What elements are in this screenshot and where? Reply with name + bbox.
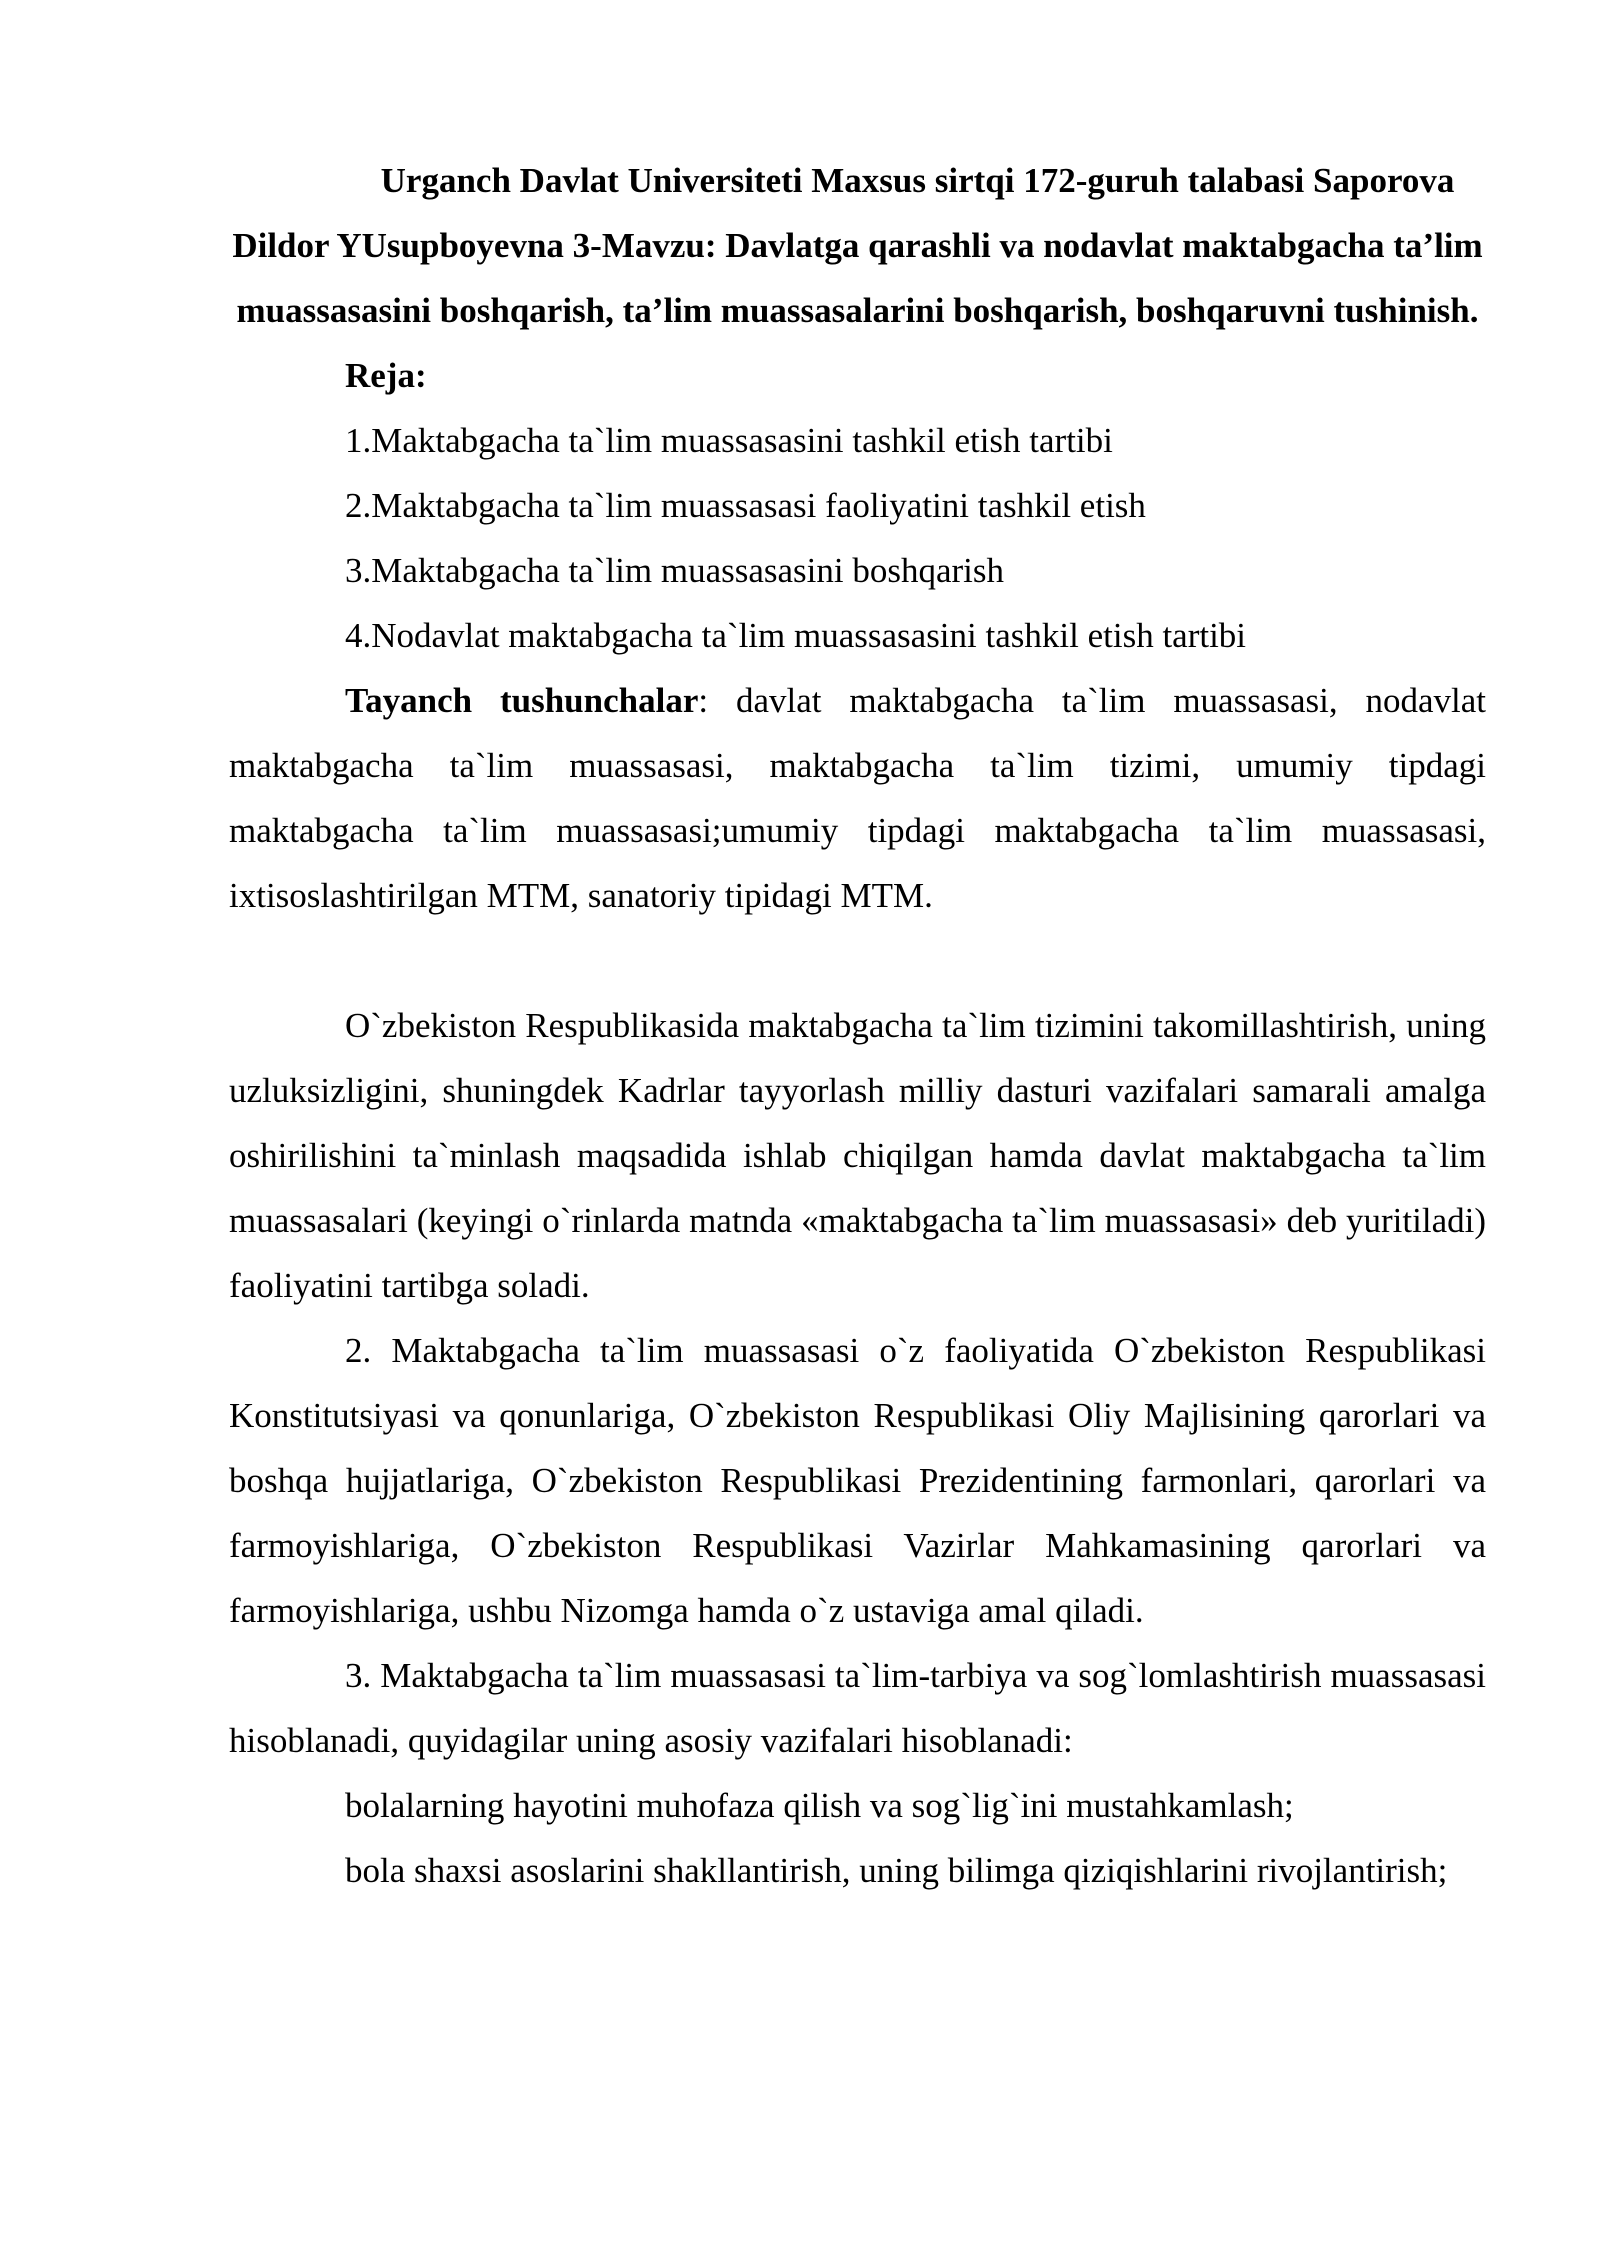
body-paragraph-4: bolalarning hayotini muhofaza qilish va sog`lig`ini mustahkamlash; [345, 1786, 1294, 1825]
blank-line [229, 928, 1486, 993]
document-title: Urganch Davlat Universiteti Maxsus sirtqi 172-guruh talabasi Saporova Dildor YUsupboyevna 3-Mavzu: Davlatga qarashli va nodavlat maktabgacha ta’lim muassasasini boshqarish, ta’lim muassasalarini boshqarish, boshqaruvni tushinish. [232, 161, 1483, 330]
key-concepts-label: Tayanch tushunchalar [345, 681, 699, 720]
body-paragraph-5: bola shaxsi asoslarini shakllantirish, uning bilimga qiziqishlarini rivojlantirish; [345, 1851, 1448, 1890]
body-paragraph-1: O`zbekiston Respublikasida maktabgacha ta`lim tizimini takomillashtirish, uning uzluksizligini, shuningdek Kadrlar tayyorlash milliy dasturi vazifalari samarali amalga oshirilishini ta`minlash maqsadida ishlab chiqilgan hamda davlat maktabgacha ta`lim muassasalari (keyingi o`rinlarda matnda «maktabgacha ta`lim muassasasi» deb yuritiladi) faoliyatini tartibga soladi. [229, 1006, 1486, 1305]
plan-heading: Reja: [345, 356, 427, 395]
key-concepts-text: : davlat maktabgacha ta`lim muassasasi, nodavlat maktabgacha ta`lim muassasasi, maktabgacha ta`lim tizimi, umumiy tipdagi maktabgacha ta`lim muassasasi;umumiy tipdagi maktabgacha ta`lim muassasasi, ixtisoslashtirilgan MTM, sanatoriy tipidagi MTM. [229, 681, 1486, 915]
plan-item-3: 3.Maktabgacha ta`lim muassasasini boshqarish [345, 551, 1005, 590]
key-concepts-paragraph [229, 668, 1486, 928]
plan-item-4: 4.Nodavlat maktabgacha ta`lim muassasasini tashkil etish tartibi [345, 616, 1247, 655]
body-paragraph-2: 2. Maktabgacha ta`lim muassasasi o`z faoliyatida O`zbekiston Respublikasi Konstitutsiyasi va qonunlariga, O`zbekiston Respublikasi Oliy Majlisining qarorlari va boshqa hujjatlariga, O`zbekiston Respublikasi Prezidentining farmonlari, qarorlari va farmoyishlariga, O`zbekiston Respublikasi Vazirlar Mahkamasining qarorlari va farmoyishlariga, ushbu Nizomga hamda o`z ustaviga amal qiladi. [229, 1331, 1486, 1630]
plan-item-2: 2.Maktabgacha ta`lim muassasasi faoliyatini tashkil etish [345, 486, 1146, 525]
plan-item-1: 1.Maktabgacha ta`lim muassasasini tashkil etish tartibi [345, 421, 1113, 460]
body-paragraph-3: 3. Maktabgacha ta`lim muassasasi ta`lim-tarbiya va sog`lomlashtirish muassasasi hisoblanadi, quyidagilar uning asosiy vazifalari hisoblanadi: [229, 1656, 1486, 1760]
